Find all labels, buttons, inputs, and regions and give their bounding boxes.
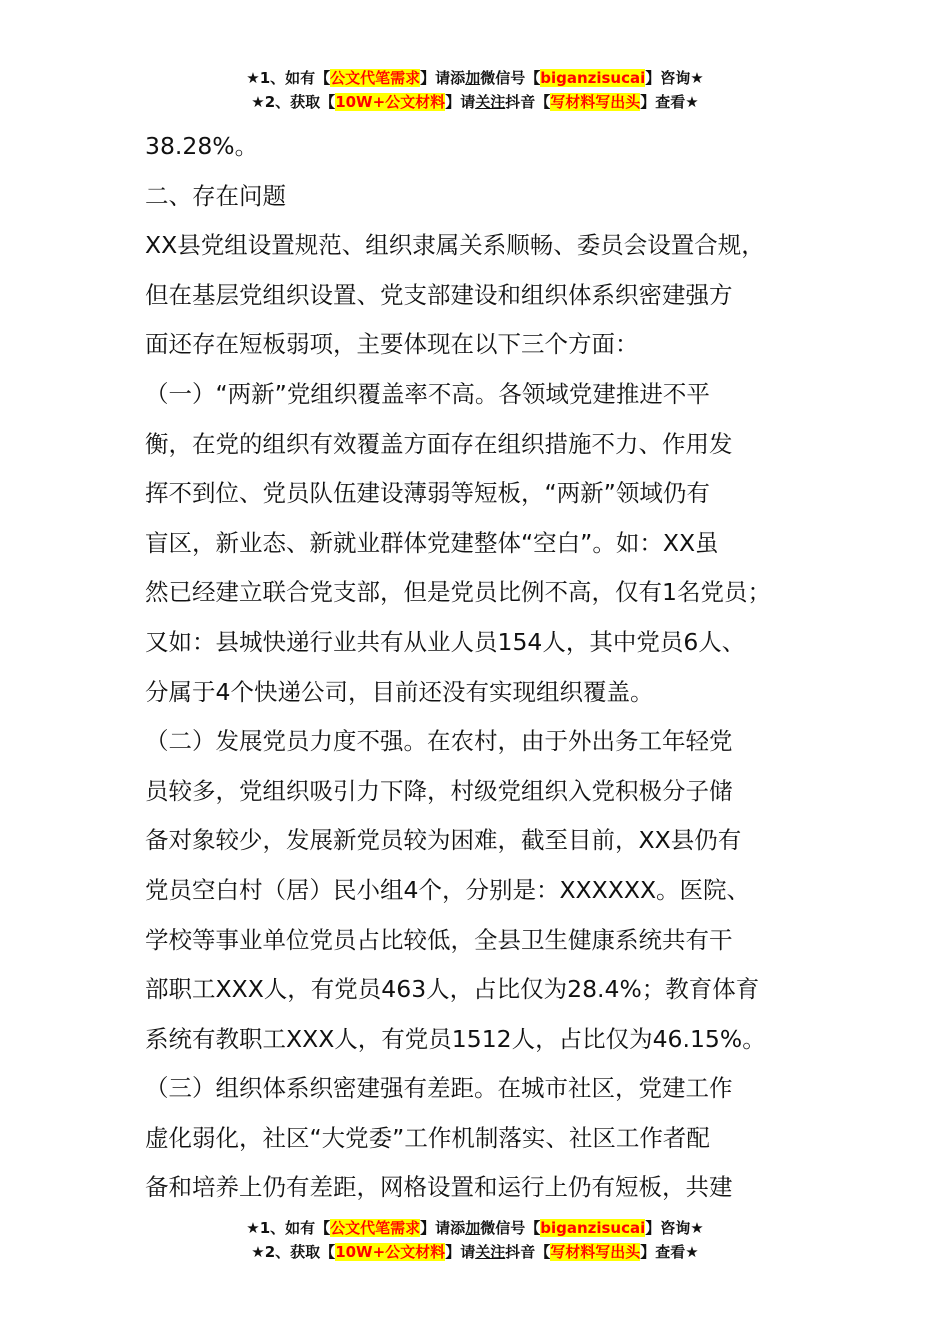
banner-text: 】查看★ [640, 93, 699, 111]
banner-emphasis: 加 [465, 1219, 481, 1237]
highlight-douyin-account: 写材料写出头 [550, 1243, 641, 1261]
body-line: 但在基层党组织设置、党支部建设和组织体系织密建强方 [145, 280, 733, 309]
body-line: 38.28%。 [145, 132, 259, 160]
banner-text: 】查看★ [640, 1243, 699, 1261]
body-line: 部职工XXX人，有党员463人，占比仅为28.4%；教育体育 [145, 975, 760, 1004]
highlight-service: 公文代笔需求 [330, 1219, 421, 1237]
body-line: 衡，在党的组织有效覆盖方面存在组织措施不力、作用发 [145, 429, 733, 458]
banner-text: 】咨询★ [645, 1219, 704, 1237]
body-line: 备和培养上仍有差距，网格设置和运行上仍有短板，共建 [145, 1173, 733, 1202]
highlight-wechat-id: biganzisucai [540, 1219, 646, 1237]
body-line: 备对象较少，发展新党员较为困难，截至目前，XX县仍有 [145, 826, 742, 855]
banner-line-2 [0, 1240, 950, 1264]
banner-text: 】请 [445, 93, 476, 111]
header-banner [0, 66, 950, 114]
body-line: 学校等事业单位党员占比较低，全县卫生健康系统共有干 [145, 925, 733, 954]
body-line: 分属于4个快递公司，目前还没有实现组织覆盖。 [145, 677, 654, 706]
banner-text: 抖音【 [505, 93, 551, 111]
body-line: 挥不到位、党员队伍建设薄弱等短板，“两新”领域仍有 [145, 479, 710, 508]
banner-text: 】请 [445, 1243, 476, 1261]
body-line: 面还存在短板弱项，主要体现在以下三个方面： [145, 330, 639, 359]
banner-emphasis: 关注 [475, 93, 506, 111]
banner-text: 微信号【 [480, 69, 541, 87]
banner-text: ★2、获取【 [251, 1243, 336, 1261]
body-line: 盲区，新业态、新就业群体党建整体“空白”。如：XX虽 [145, 528, 719, 557]
body-line: XX县党组设置规范、组织隶属关系顺畅、委员会设置合规， [145, 231, 765, 260]
banner-text: ★2、获取【 [251, 93, 336, 111]
banner-text: 】咨询★ [645, 69, 704, 87]
highlight-wechat-id: biganzisucai [540, 69, 646, 87]
banner-text: ★1、如有【 [246, 1219, 331, 1237]
banner-emphasis: 加 [465, 69, 481, 87]
banner-line-1 [0, 66, 950, 90]
body-line: 又如：县城快递行业共有从业人员154人，其中党员6人、 [145, 627, 746, 656]
body-line: 员较多，党组织吸引力下降，村级党组织入党积极分子储 [145, 776, 733, 805]
highlight-douyin-account: 写材料写出头 [550, 93, 641, 111]
highlight-materials: 10W+公文材料 [335, 1243, 446, 1261]
banner-text: 】请添 [420, 69, 466, 87]
body-line: 党员空白村（居）民小组4个，分别是：XXXXXX。医院、 [145, 875, 751, 904]
body-line: 虚化弱化，社区“大党委”工作机制落实、社区工作者配 [145, 1123, 710, 1152]
banner-text: ★1、如有【 [246, 69, 331, 87]
body-line: 系统有教职工XXX人，有党员1512人，占比仅为46.15%。 [145, 1024, 766, 1053]
body-line: （一）“两新”党组织覆盖率不高。各领域党建推进不平 [145, 379, 710, 408]
section-heading: 二、存在问题 [145, 181, 286, 210]
body-line: （二）发展党员力度不强。在农村，由于外出务工年轻党 [145, 727, 733, 756]
banner-line-2 [0, 90, 950, 114]
highlight-materials: 10W+公文材料 [335, 93, 446, 111]
banner-text: 】请添 [420, 1219, 466, 1237]
body-line: 然已经建立联合党支部，但是党员比例不高，仅有1名党员； [145, 578, 771, 607]
footer-banner [0, 1216, 950, 1264]
banner-text: 微信号【 [480, 1219, 541, 1237]
highlight-service: 公文代笔需求 [330, 69, 421, 87]
banner-emphasis: 关注 [475, 1243, 506, 1261]
document-body [145, 122, 825, 1213]
body-line: （三）组织体系织密建强有差距。在城市社区，党建工作 [145, 1074, 733, 1103]
banner-text: 抖音【 [505, 1243, 551, 1261]
banner-line-1 [0, 1216, 950, 1240]
